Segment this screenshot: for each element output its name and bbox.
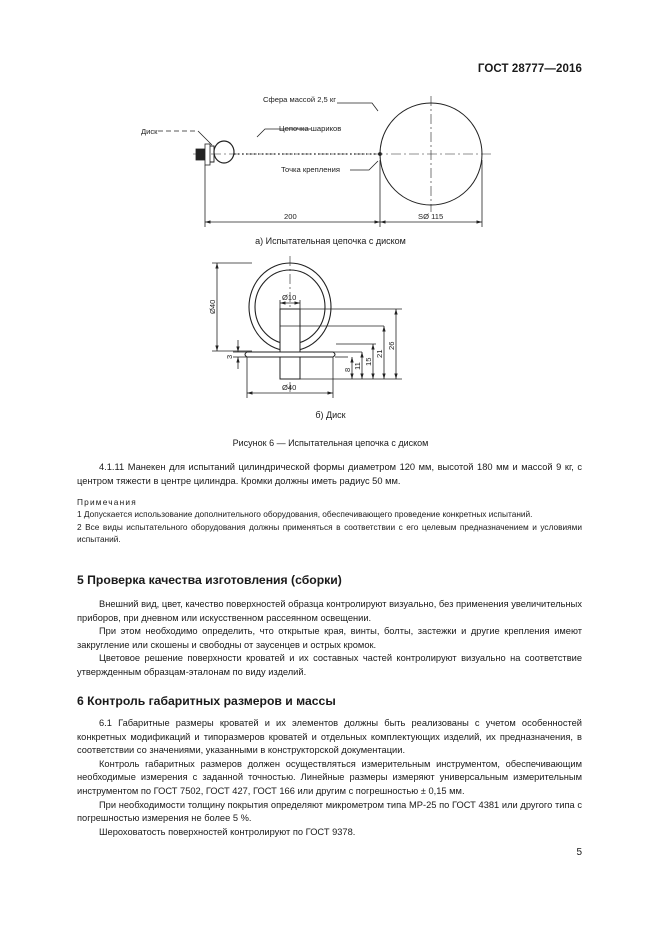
- section-6-title: 6 Контроль габаритных размеров и массы: [77, 694, 336, 708]
- dim-21: 21: [375, 349, 384, 358]
- dim-15: 15: [364, 357, 373, 366]
- section-5-title: 5 Проверка качества изготовления (сборки): [77, 573, 342, 587]
- label-point: Точка крепления: [281, 165, 340, 174]
- dim-200: 200: [284, 212, 297, 221]
- page-number: 5: [576, 847, 582, 858]
- label-sphere: Сфера массой 2,5 кг: [263, 95, 336, 104]
- notes-title: Примечания: [77, 497, 137, 507]
- disk-plate: [245, 352, 335, 357]
- dim-d40-horizontal: Ø40: [282, 383, 297, 392]
- dim-26: 26: [387, 341, 396, 350]
- caption-part-b: б) Диск: [315, 410, 346, 420]
- label-disk: Диск: [141, 127, 158, 136]
- dim-3: 3: [225, 354, 234, 359]
- dim-8: 8: [343, 367, 352, 372]
- section-6-body: 6.1 Габаритные размеры кроватей и их элементов должны быть реализованы с учетом особенностей конкретных модификаций и типоразмеров кроватей и отдельных комплектующих изделий, их предназначения, в соответствии со значениями, указанными в конструкторской документации. Контроль габаритных размеров должен осуществляться измерительным инструментом, обеспечивающим необходимые измерения с заданной точностью. Линейные размеры измеряют универсальным измерительным инструментом по ГОСТ 7502, ГОСТ 427, ГОСТ 166 или другим с погрешностью ± 0,15 мм. При необходимости толщину покрытия определяют микрометром типа МР-25 по ГОСТ 4381 или другого типа с погрешностью измерения не более 5 %. Шероховатость поверхностей контролируют по ГОСТ 9378.: [77, 718, 582, 837]
- note-1: 1 Допускается использование дополнительного оборудования, обеспечивающего проведение конкретных испытаний.: [77, 509, 533, 520]
- notes-block: [77, 496, 582, 546]
- dim-d40-vertical: Ø40: [208, 299, 217, 314]
- paragraph-4-1-11: 4.1.11 Манекен для испытаний цилиндрической формы диаметром 120 мм, высотой 180 мм и массой 9 кг, с центром тяжести в центре цилиндра. Кромки должны иметь радиус 50 мм.: [77, 462, 582, 486]
- figure-6-drawing: [0, 0, 661, 430]
- dim-s115: SØ 115: [418, 212, 444, 221]
- caption-part-a: а) Испытательная цепочка с диском: [255, 236, 406, 246]
- disk-hub: [280, 309, 300, 379]
- section-5-body: Внешний вид, цвет, качество поверхностей образца контролируют визуально, без применения увеличительных приборов, при дневном или искусственном рассеянном освещении. При этом необходимо определить, что открытые края, винты, болты, застежки и другие крепления имеют закругление или скошены и свободны от заусенцев и острых кромок. Цветовое решение поверхности кроватей и их составных частей контролируют визуально на соответствие утвержденным образцам-эталонам по виду изделий.: [77, 599, 582, 677]
- disk-shape: [196, 149, 205, 160]
- standard-header: ГОСТ 28777—2016: [477, 63, 582, 75]
- disk-ring: [214, 141, 234, 163]
- figure-caption: Рисунок 6 — Испытательная цепочка с диском: [232, 438, 429, 448]
- dim-11: 11: [353, 362, 362, 370]
- label-chain: Цепочка шариков: [279, 124, 342, 133]
- note-2: 2 Все виды испытательного оборудования должны применяться в соответствии с его целевым предназначением и условиями испытаний.: [77, 521, 582, 545]
- dim-d10: Ø10: [282, 293, 297, 302]
